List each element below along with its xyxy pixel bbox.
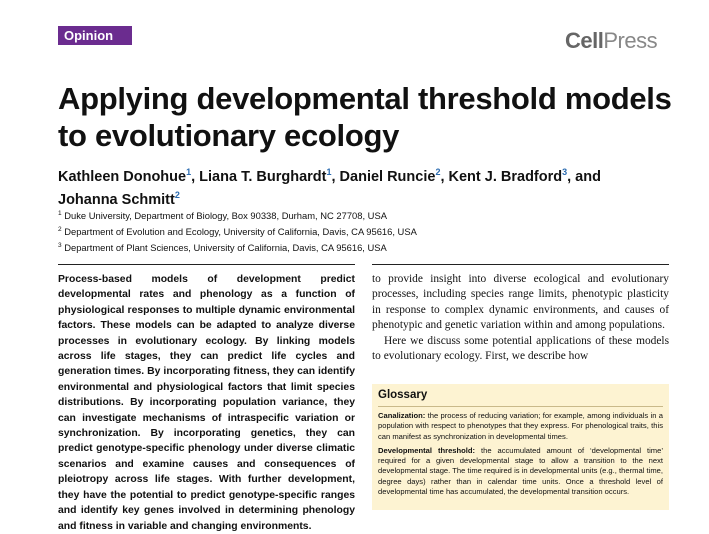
affiliation-text: Duke University, Department of Biology, Box 90338, Durham, NC 27708, USA — [64, 210, 387, 222]
article-title: Applying developmental threshold models to evolutionary ecology — [58, 81, 672, 153]
logo-cell-text: Cell — [565, 28, 604, 53]
body-column — [372, 272, 669, 364]
affiliation-list — [58, 207, 658, 255]
abstract-text: Process-based models of development predict developmental rates and phenology as a function of physiological responses to multiple dynamic environmental factors. These models can be adapted to analyze diverse processes in evolutionary ecology. By linking models across life stages, they can predict life cycles and generation times. By incorporating fitness, they can identify environmental and physiological factors that limit species distributions. By incorporating population variance, they can investigate mechanisms of intraspecific variation or synchronization. By incorporating genetics, they can predict genotype-specific phenology under diverse climatic scenarios and examine causes and consequences of pleiotropy across life stages. With further development, they have the potential to predict genotype-specific ranges and identify key genes involved in determining phenology and fitness in variable and changing environments. — [58, 274, 355, 532]
author-affiliation-mark: 3 — [562, 167, 568, 177]
affiliation-number: 1 — [58, 210, 62, 217]
author-affiliation-mark: 2 — [174, 189, 180, 200]
article-type-badge: Opinion — [58, 26, 132, 45]
author-affiliation-mark: 1 — [326, 167, 332, 177]
body-paragraph: Here we discuss some potential applications of these models to evolutionary ecology. First, we describe how — [372, 334, 669, 363]
affiliation-item — [58, 239, 658, 255]
glossary-entry — [378, 411, 663, 442]
affiliation-item — [58, 223, 658, 239]
affiliation-item — [58, 207, 658, 223]
author-name: Liana T. Burghardt — [199, 168, 327, 185]
author-list — [58, 163, 658, 209]
glossary-entry — [378, 446, 663, 497]
abstract-divider — [58, 264, 355, 265]
author-separator: , and — [567, 168, 601, 185]
affiliation-text: Department of Plant Sciences, University of California, Davis, CA 95616, USA — [64, 242, 387, 254]
author-name: Kent J. Bradford — [448, 168, 563, 185]
author-separator: , — [191, 168, 200, 185]
author-affiliation-mark: 1 — [186, 167, 192, 177]
author-name: Johanna Schmitt — [58, 191, 175, 208]
author-name: Kathleen Donohue — [58, 168, 187, 185]
author-separator: , — [440, 168, 449, 185]
affiliation-number: 3 — [58, 242, 62, 250]
glossary-definition: the process of reducing variation; for example, among individuals in a population with respect to phenotypes that they express. For phenological traits, this can manifest as synchronization in developmental times. — [378, 411, 663, 441]
affiliation-number: 2 — [58, 226, 62, 234]
glossary-box — [372, 384, 669, 510]
logo-press-text: Press — [603, 28, 658, 53]
glossary-title: Glossary — [378, 384, 663, 407]
author-affiliation-mark: 2 — [435, 167, 441, 177]
body-divider — [372, 264, 669, 265]
body-paragraph: to provide insight into diverse ecological and evolutionary processes, including species range limits, phenotypic plasticity in response to complex dynamic environments, and causes of phenotypic and genetic variation within and among populations. — [372, 273, 669, 332]
glossary-term: Canalization: — [378, 411, 426, 420]
affiliation-text: Department of Evolution and Ecology, University of California, Davis, CA 95616, USA — [64, 226, 417, 238]
author-separator: , — [331, 168, 340, 185]
author-name: Daniel Runcie — [339, 168, 436, 185]
glossary-definition: the accumulated amount of ‘developmental time’ required for a given developmental stage to allow a transition to the next developmental stage. The time required is in developmental units (e.g., thermal time, degree days) rather than in calendar time units. Once a threshold level of developmental time has accumulated, the developmental transition occurs. — [378, 445, 664, 497]
publisher-logo — [565, 26, 657, 56]
glossary-term: Developmental threshold: — [378, 445, 476, 455]
